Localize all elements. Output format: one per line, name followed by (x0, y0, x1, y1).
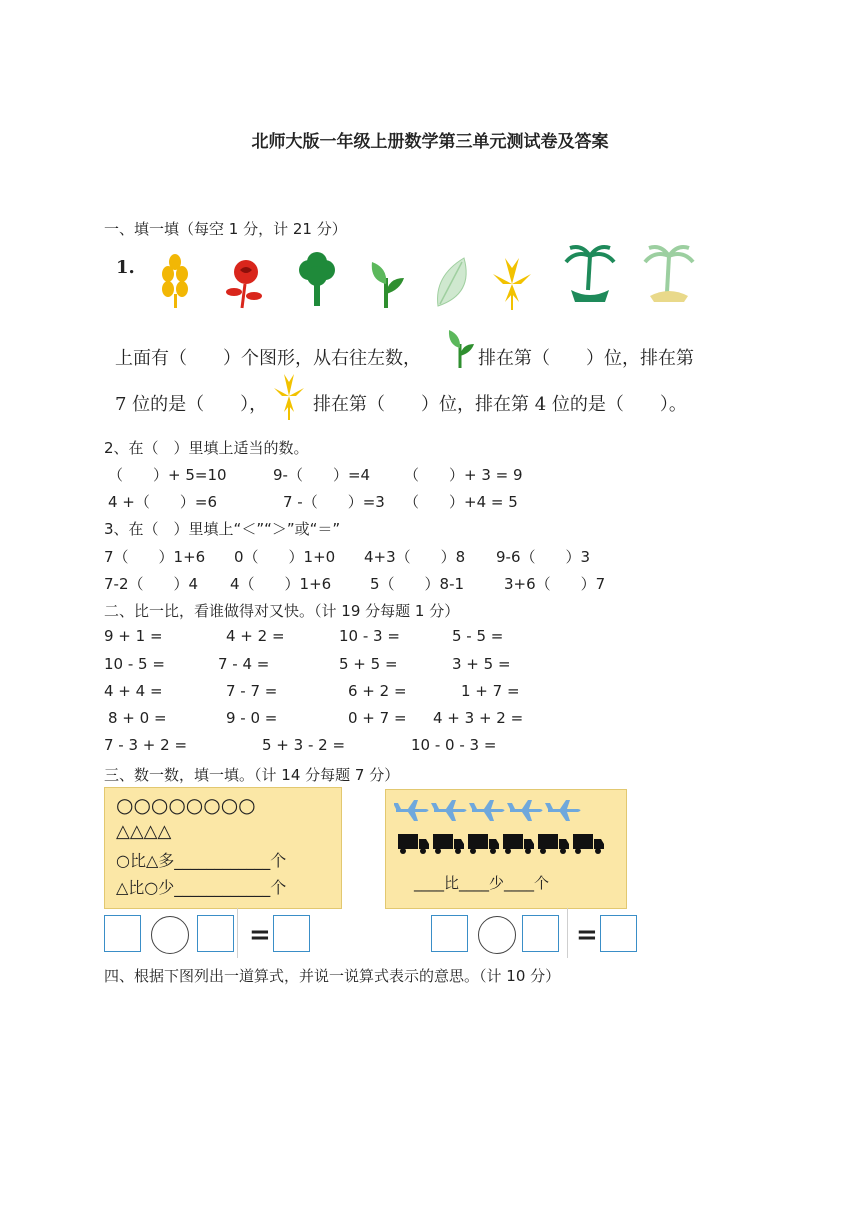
q3-item: 5（ ）8-1 (370, 575, 465, 593)
calc-item: 10 - 0 - 3 = (411, 736, 497, 754)
equals-sign: = (576, 920, 598, 950)
red-rose-icon (218, 256, 268, 314)
q3-heading: 3、在（ ）里填上“＜”“＞”或“＝” (104, 520, 341, 538)
q3-item: 7（ ）1+6 (104, 548, 206, 566)
palm-tree-icon (563, 244, 617, 306)
truck-icon (503, 834, 534, 854)
truck-icon (433, 834, 464, 854)
q3-item: 4+3（ ）8 (364, 548, 466, 566)
q1-line2-text-b: 排在第（ ）位，排在第 4 位的是（ ）。 (313, 394, 687, 415)
answer-box[interactable] (197, 915, 234, 952)
divider (567, 908, 568, 958)
calc-item: 4 + 3 + 2 = (433, 709, 524, 727)
plane-icon (545, 800, 581, 821)
section-3-heading: 三、数一数，填一填。（计 14 分每题 7 分） (104, 766, 400, 784)
operator-circle[interactable] (151, 916, 189, 954)
answer-box[interactable] (431, 915, 468, 952)
calc-item: 3 + 5 = (452, 655, 511, 673)
q3-item: 3+6（ ）7 (504, 575, 606, 593)
calc-item: 0 + 7 = (348, 709, 407, 727)
question-number: 1. (116, 257, 135, 278)
q3-item: 0（ ）1+0 (234, 548, 336, 566)
q2-item: 4 +（ ）=6 (108, 493, 217, 511)
operator-circle[interactable] (478, 916, 516, 954)
yellow-flower-icon (150, 252, 200, 310)
page-title: 北师大版一年级上册数学第三单元测试卷及答案 (251, 132, 609, 152)
leaf-icon (428, 254, 478, 312)
calc-item: 9 - 0 = (226, 709, 278, 727)
calc-item: 5 + 5 = (339, 655, 398, 673)
green-tree-icon (292, 252, 342, 310)
faded-palm-tree-icon (642, 244, 696, 306)
compare-line-3: ____比____少____个 (414, 874, 550, 892)
calc-item: 7 - 3 + 2 = (104, 736, 188, 754)
calc-item: 5 + 3 - 2 = (262, 736, 346, 754)
q3-item: 9-6（ ）3 (496, 548, 591, 566)
calc-item: 1 + 7 = (461, 682, 520, 700)
circles-row: ○○○○○○○○ (116, 793, 256, 817)
q1-line1-text-b: 排在第（ ）位，排在第 (478, 348, 694, 369)
calc-item: 10 - 5 = (104, 655, 165, 673)
answer-box[interactable] (104, 915, 141, 952)
calc-item: 4 + 4 = (104, 682, 163, 700)
calc-item: 7 - 7 = (226, 682, 278, 700)
lily-icon (487, 254, 537, 312)
section-2-heading: 二、比一比，看谁做得对又快。（计 19 分每题 1 分） (104, 602, 460, 620)
q2-item: （ ）+ 5=10 (108, 466, 227, 484)
truck-icon (468, 834, 499, 854)
plane-icon (469, 800, 505, 821)
equals-sign: = (249, 920, 271, 950)
compare-line-1: ○比△多____________个 (116, 851, 287, 870)
left-panel (104, 787, 342, 909)
answer-box[interactable] (522, 915, 559, 952)
plane-icon (431, 800, 467, 821)
section-4-heading: 四、根据下图列出一道算式，并说一说算式表示的意思。（计 10 分） (104, 967, 561, 985)
calc-item: 10 - 3 = (339, 627, 400, 645)
calc-item: 9 + 1 = (104, 627, 163, 645)
compare-line-2: △比○少____________个 (116, 878, 287, 897)
q2-heading: 2、在（ ）里填上适当的数。 (104, 439, 309, 457)
q2-item: （ ）+4 = 5 (404, 493, 518, 511)
answer-box[interactable] (600, 915, 637, 952)
calc-item: 6 + 2 = (348, 682, 407, 700)
q3-item: 4（ ）1+6 (230, 575, 332, 593)
q2-item: 9-（ ）=4 (273, 466, 371, 484)
q2-item: 7 -（ ）=3 (283, 493, 385, 511)
triangles-row: △△△△ (116, 821, 172, 842)
calc-item: 7 - 4 = (218, 655, 270, 673)
truck-icon (398, 834, 429, 854)
lily-icon (272, 372, 306, 422)
q1-line2-text: 7 位的是（ ）， (115, 394, 268, 415)
sprout-icon (442, 326, 478, 370)
truck-icon (573, 834, 604, 854)
plane-icon (394, 800, 429, 821)
answer-box[interactable] (273, 915, 310, 952)
sprout-icon (362, 254, 412, 312)
section-1-heading: 一、填一填（每空 1 分，计 21 分） (104, 220, 347, 238)
calc-item: 4 + 2 = (226, 627, 285, 645)
plane-icon (507, 800, 543, 821)
q2-item: （ ）+ 3 = 9 (404, 466, 523, 484)
q3-item: 7-2（ ）4 (104, 575, 199, 593)
divider (237, 908, 238, 958)
calc-item: 8 + 0 = (108, 709, 167, 727)
q1-line1-text: 上面有（ ）个图形，从右往左数， (115, 348, 421, 369)
calc-item: 5 - 5 = (452, 627, 504, 645)
vehicle-illustration (394, 796, 620, 862)
right-panel (385, 789, 627, 909)
truck-icon (538, 834, 569, 854)
